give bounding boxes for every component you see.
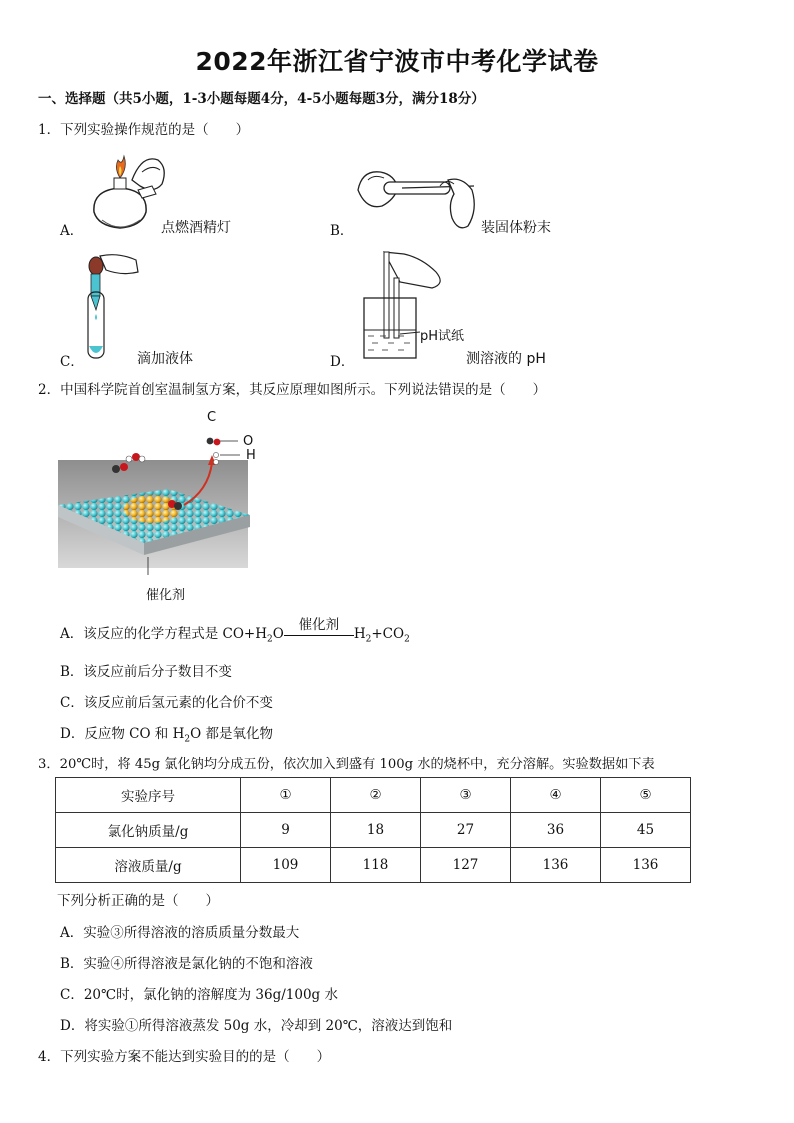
table-cell: 136 [511,848,601,883]
page-title: 2022年浙江省宁波市中考化学试卷 [195,47,599,76]
question-2-stem: 2．中国科学院首创室温制氢方案，其反应原理如图所示。下列说法错误的是（ ） [38,382,547,398]
table-cell: 118 [331,848,421,883]
dropper-figure [78,250,144,366]
table-row [56,778,691,813]
q3-option-d: D．将实验①所得溶液蒸发 50g 水，冷却到 20℃，溶液达到饱和 [60,1018,453,1034]
atom-label-h: H [246,448,256,463]
atom-label-c: C [207,410,217,425]
catalyst-label: 催化剂 [146,588,186,603]
table-cell: 136 [601,848,691,883]
question-3-substem: 下列分析正确的是（ ） [57,893,219,909]
powder-loading-figure [354,160,480,234]
q1-option-b-caption: 装固体粉末 [481,220,551,236]
table-row [56,813,691,848]
table-cell: ④ [511,778,601,813]
table-cell: ① [241,778,331,813]
table-cell: 氯化钠质量/g [56,813,241,848]
table-cell: 27 [421,813,511,848]
q2-option-c: C．该反应前后氢元素的化合价不变 [60,695,273,711]
q2-option-b: B．该反应前后分子数目不变 [60,664,232,680]
table-cell: ② [331,778,421,813]
q1-option-b-letter: B． [330,223,354,239]
table-row [56,848,691,883]
table-cell: ⑤ [601,778,691,813]
alcohol-lamp-figure [82,150,172,238]
table-cell: 溶液质量/g [56,848,241,883]
q2-option-d: D．反应物 CO 和 $H_2O$ 都是氧化物 [60,726,273,745]
table-cell: 127 [421,848,511,883]
question-3-stem: 3．20℃时，将 45g 氯化钠均分成五份，依次加入到盛有 100g 水的烧杯中，充分溶解。实验数据如下表 [38,757,655,772]
q1-option-a-caption: 点燃酒精灯 [161,220,231,236]
ph-test-figure [352,248,470,362]
catalyst-reaction-figure [58,405,268,587]
atom-label-o: O [243,434,254,449]
q1-option-a-letter: A． [60,223,84,239]
table-cell: 36 [511,813,601,848]
q2-option-a: A．该反应的化学方程式是 $CO+H_2O$ 催化剂 $H_2+CO_2$ [60,622,410,645]
q3-option-c: C．20℃时，氯化钠的溶解度为 36g/100g 水 [60,987,338,1003]
condition-catalyst: 催化剂 [298,616,340,633]
section-heading: 一、选择题（共5小题，1-3小题每题4分，4-5小题每题3分，满分18分） [38,91,485,107]
ph-paper-label: pH试纸 [420,329,465,344]
question-1-stem: 1．下列实验操作规范的是（ ） [38,122,250,138]
q1-option-c-caption: 滴加液体 [137,351,193,367]
q3-option-b: B．实验④所得溶液是氯化钠的不饱和溶液 [60,956,313,972]
q1-option-c-letter: C． [60,354,84,370]
table-cell: 实验序号 [56,778,241,813]
experiment-data-table [55,777,691,883]
table-cell: ③ [421,778,511,813]
question-4-stem: 4．下列实验方案不能达到实验目的的是（ ） [38,1049,331,1065]
table-cell: 109 [241,848,331,883]
q1-option-d-caption: 测溶液的 pH [466,351,546,367]
table-cell: 18 [331,813,421,848]
q3-option-a: A．实验③所得溶液的溶质质量分数最大 [60,925,300,941]
q1-option-d-letter: D． [330,354,355,370]
table-cell: 9 [241,813,331,848]
table-cell: 45 [601,813,691,848]
